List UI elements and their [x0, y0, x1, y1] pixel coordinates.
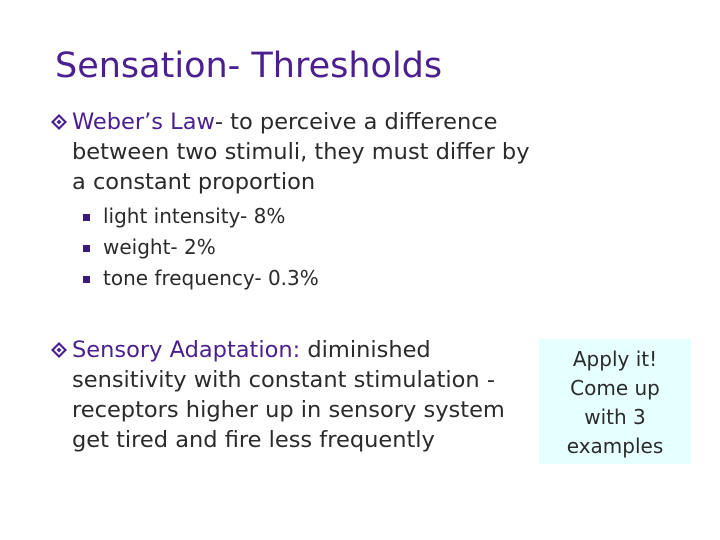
list-item: [80, 263, 400, 294]
list-item-label: tone frequency- 0.3%: [103, 266, 319, 290]
callout-line: with 3: [584, 405, 646, 429]
callout-line: examples: [566, 434, 664, 458]
callout-line: Apply it!: [572, 347, 658, 371]
bullet-text: diminished sensitivity with constant stimulation - receptors higher up in sensory system get tired and fire less frequently: [72, 337, 505, 453]
sub-list: [80, 201, 400, 294]
list-item: [80, 201, 400, 232]
square-bullet-icon: [83, 276, 90, 283]
apply-it-callout: [539, 339, 691, 464]
slide-title: Sensation- Thresholds: [55, 46, 443, 86]
diamond-bullet-icon: [50, 113, 68, 131]
square-bullet-icon: [83, 245, 90, 252]
list-item: [80, 232, 400, 263]
list-item-label: weight- 2%: [103, 235, 216, 259]
bullet-sensory-adaptation: [50, 335, 515, 455]
callout-line: Come up: [570, 376, 660, 400]
bullet-webers-law: [50, 107, 530, 197]
bullet-text: - to perceive a difference between two stimuli, they must differ by a constant proportion: [72, 109, 530, 195]
diamond-bullet-icon: [50, 341, 68, 359]
bullet-lead: Weber’s Law: [72, 109, 215, 135]
square-bullet-icon: [83, 214, 90, 221]
list-item-label: light intensity- 8%: [103, 204, 286, 228]
bullet-lead: Sensory Adaptation:: [72, 337, 301, 363]
